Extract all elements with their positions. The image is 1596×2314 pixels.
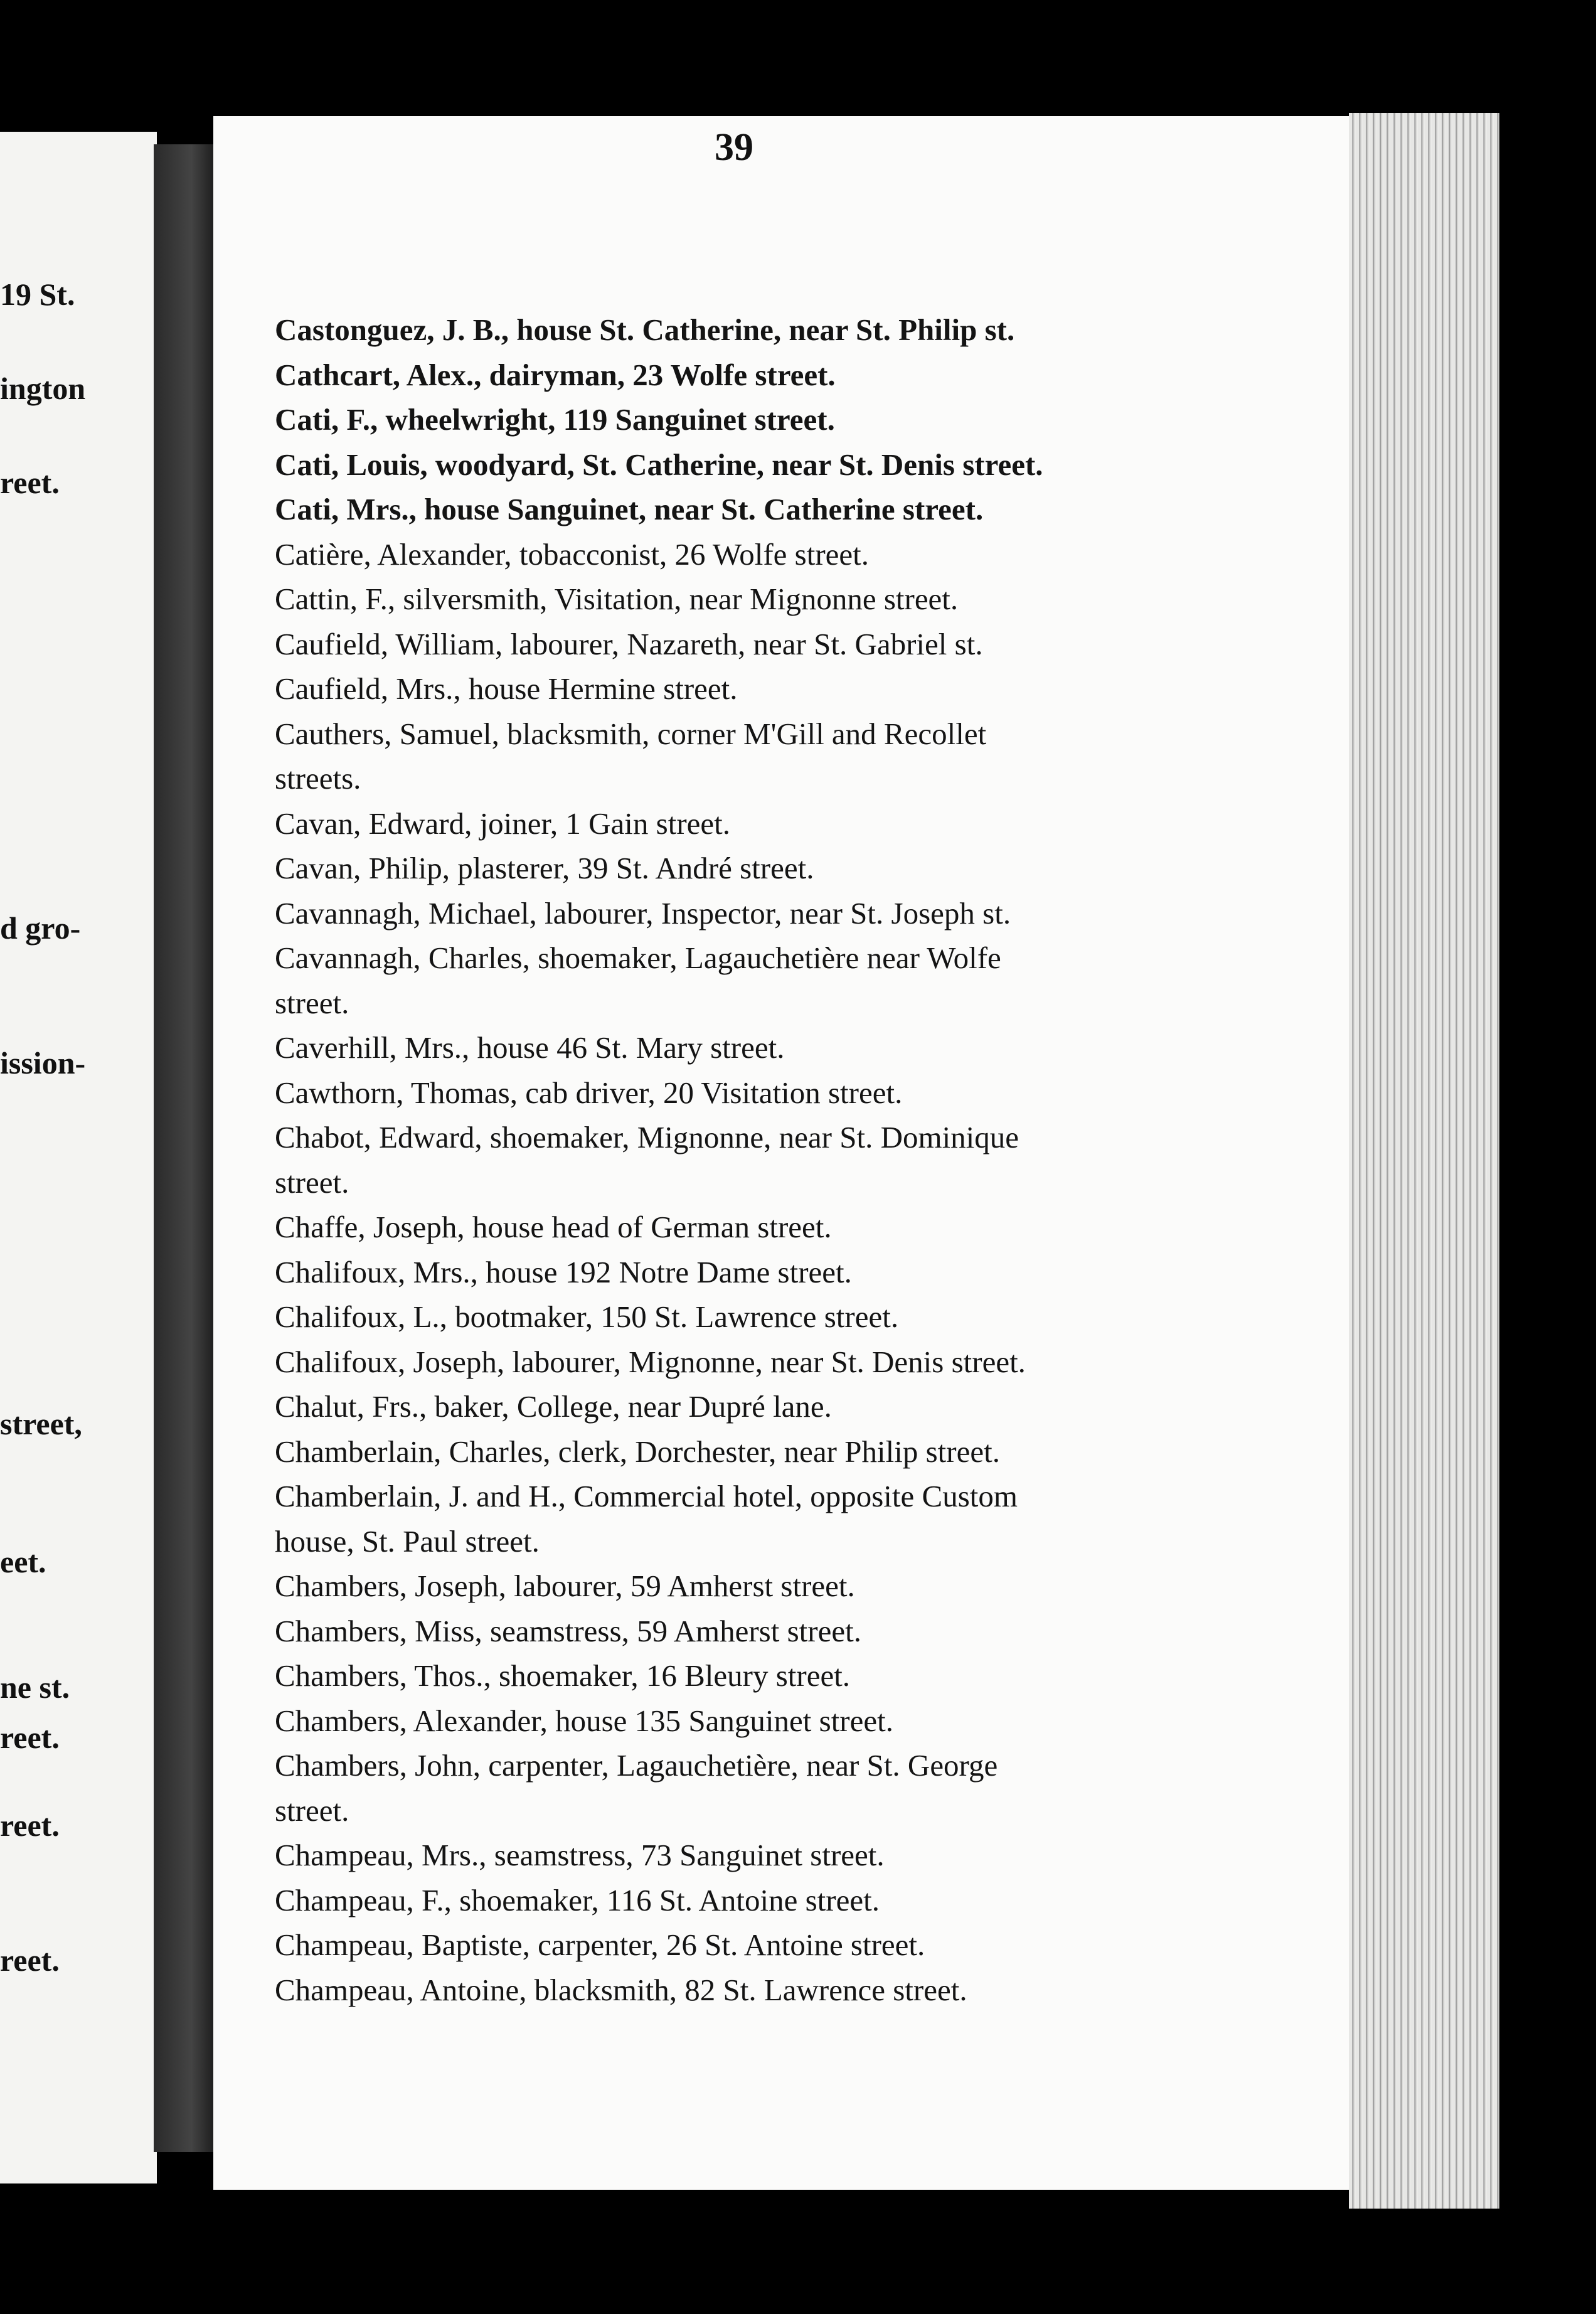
entry-text: Champeau, F., shoemaker, 116 St. Antoine street. [275, 1882, 880, 1917]
entry-text: Cati, Mrs., house Sanguinet, near St. Catherine street. [275, 492, 984, 526]
directory-entry [275, 622, 1228, 667]
directory-entry [275, 1205, 1228, 1250]
directory-entry [275, 442, 1228, 488]
left-page-fragment: d gro- [0, 910, 81, 946]
directory-entry [275, 1653, 1228, 1698]
entry-text: Champeau, Antoine, blacksmith, 82 St. Lawrence street. [275, 1972, 967, 2007]
directory-entry [275, 353, 1228, 398]
entry-text: Chalut, Frs., baker, College, near Dupré lane. [275, 1389, 832, 1424]
left-page-fragment: ne st. [0, 1670, 70, 1705]
directory-entry [275, 1743, 1228, 1833]
entry-text: Cati, F., wheelwright, 119 Sanguinet street. [275, 402, 835, 437]
entry-text: Cavannagh, Michael, labourer, Inspector, near St. Joseph st. [275, 895, 1011, 930]
directory-entry [275, 397, 1228, 442]
entry-text: Cati, Louis, woodyard, St. Catherine, near St. Denis street. [275, 447, 1043, 482]
entry-text: Chambers, Thos., shoemaker, 16 Bleury street. [275, 1658, 851, 1693]
left-page-fragment: ington [0, 371, 86, 406]
entry-text: Caufield, Mrs., house Hermine street. [275, 671, 738, 706]
entry-continuation: street. [275, 1165, 349, 1200]
directory-entry [275, 1698, 1228, 1744]
directory-entry [275, 532, 1228, 577]
entry-text: Chabot, Edward, shoemaker, Mignonne, near St. Dominique [275, 1120, 1019, 1154]
entry-text: Champeau, Mrs., seamstress, 73 Sanguinet street. [275, 1838, 885, 1872]
entry-text: Chamberlain, Charles, clerk, Dorchester, near Philip street. [275, 1434, 1000, 1469]
directory-entry [275, 1340, 1228, 1385]
left-page-fragment: street, [0, 1406, 82, 1441]
entry-text: Champeau, Baptiste, carpenter, 26 St. Antoine street. [275, 1927, 925, 1962]
left-page-fragment: ission- [0, 1045, 86, 1080]
directory-entry [275, 1474, 1228, 1564]
directory-entry [275, 1294, 1228, 1340]
entry-text: Cavan, Edward, joiner, 1 Gain street. [275, 806, 731, 841]
entry-text: Chamberlain, J. and H., Commercial hotel, opposite Custom [275, 1479, 1018, 1513]
entry-text: Cathcart, Alex., dairyman, 23 Wolfe street. [275, 357, 836, 392]
entry-text: Chambers, Alexander, house 135 Sanguinet street. [275, 1703, 893, 1738]
directory-entry [275, 1070, 1228, 1116]
entry-continuation: streets. [275, 761, 361, 796]
entry-text: Castonguez, J. B., house St. Catherine, near St. Philip st. [275, 312, 1015, 347]
left-page [0, 132, 157, 2183]
directory-entry [275, 666, 1228, 712]
entry-text: Chaffe, Joseph, house head of German street. [275, 1210, 832, 1244]
entry-text: Catière, Alexander, tobacconist, 26 Wolfe street. [275, 536, 870, 572]
directory-entry [275, 801, 1228, 846]
entry-text: Chambers, John, carpenter, Lagauchetière, near St. George [275, 1748, 998, 1783]
entry-text: Cawthorn, Thomas, cab driver, 20 Visitation street. [275, 1075, 903, 1110]
page-edges [1349, 113, 1499, 2209]
directory-entry [275, 577, 1228, 622]
directory-entry [275, 487, 1228, 532]
entry-continuation: house, St. Paul street. [275, 1523, 540, 1559]
directory-entry [275, 307, 1228, 353]
directory-entry [275, 1384, 1228, 1429]
entry-continuation: street. [275, 985, 349, 1020]
left-page-fragment: reet. [0, 1808, 60, 1843]
entry-text: Chalifoux, Joseph, labourer, Mignonne, near St. Denis street. [275, 1344, 1026, 1379]
left-page-fragment: reet. [0, 1720, 60, 1755]
left-gutter [154, 144, 216, 2152]
left-page-fragment: reet. [0, 1943, 60, 1978]
left-page-fragment: eet. [0, 1544, 46, 1579]
directory-entry [275, 1115, 1228, 1205]
directory-entry [275, 1429, 1228, 1474]
entry-text: Cattin, F., silversmith, Visitation, near Mignonne street. [275, 582, 959, 616]
directory-entry [275, 712, 1228, 801]
directory-entries [275, 307, 1228, 2012]
directory-entry [275, 1250, 1228, 1295]
directory-entry [275, 1878, 1228, 1923]
entry-text: Chambers, Joseph, labourer, 59 Amherst street. [275, 1569, 855, 1603]
entry-text: Chalifoux, L., bootmaker, 150 St. Lawrence street. [275, 1299, 899, 1334]
entry-continuation: street. [275, 1793, 349, 1828]
directory-entry [275, 1968, 1228, 2013]
directory-entry [275, 1025, 1228, 1070]
directory-entry [275, 1833, 1228, 1878]
entry-text: Cauthers, Samuel, blacksmith, corner M'Gill and Recollet [275, 716, 987, 751]
left-page-fragment: 19 St. [0, 277, 75, 312]
left-page-fragment: reet. [0, 465, 60, 500]
directory-entry [275, 846, 1228, 891]
entry-text: Cavannagh, Charles, shoemaker, Lagauchetière near Wolfe [275, 941, 1001, 975]
directory-entry [275, 891, 1228, 936]
entry-text: Chambers, Miss, seamstress, 59 Amherst street. [275, 1613, 861, 1648]
directory-entry [275, 1922, 1228, 1968]
directory-entry [275, 1609, 1228, 1654]
entry-text: Caufield, William, labourer, Nazareth, near St. Gabriel st. [275, 626, 983, 661]
directory-entry [275, 936, 1228, 1025]
entry-text: Caverhill, Mrs., house 46 St. Mary street. [275, 1030, 785, 1065]
entry-text: Chalifoux, Mrs., house 192 Notre Dame street. [275, 1254, 852, 1289]
entry-text: Cavan, Philip, plasterer, 39 St. André street. [275, 851, 814, 885]
page-number: 39 [715, 126, 753, 169]
directory-entry [275, 1564, 1228, 1609]
